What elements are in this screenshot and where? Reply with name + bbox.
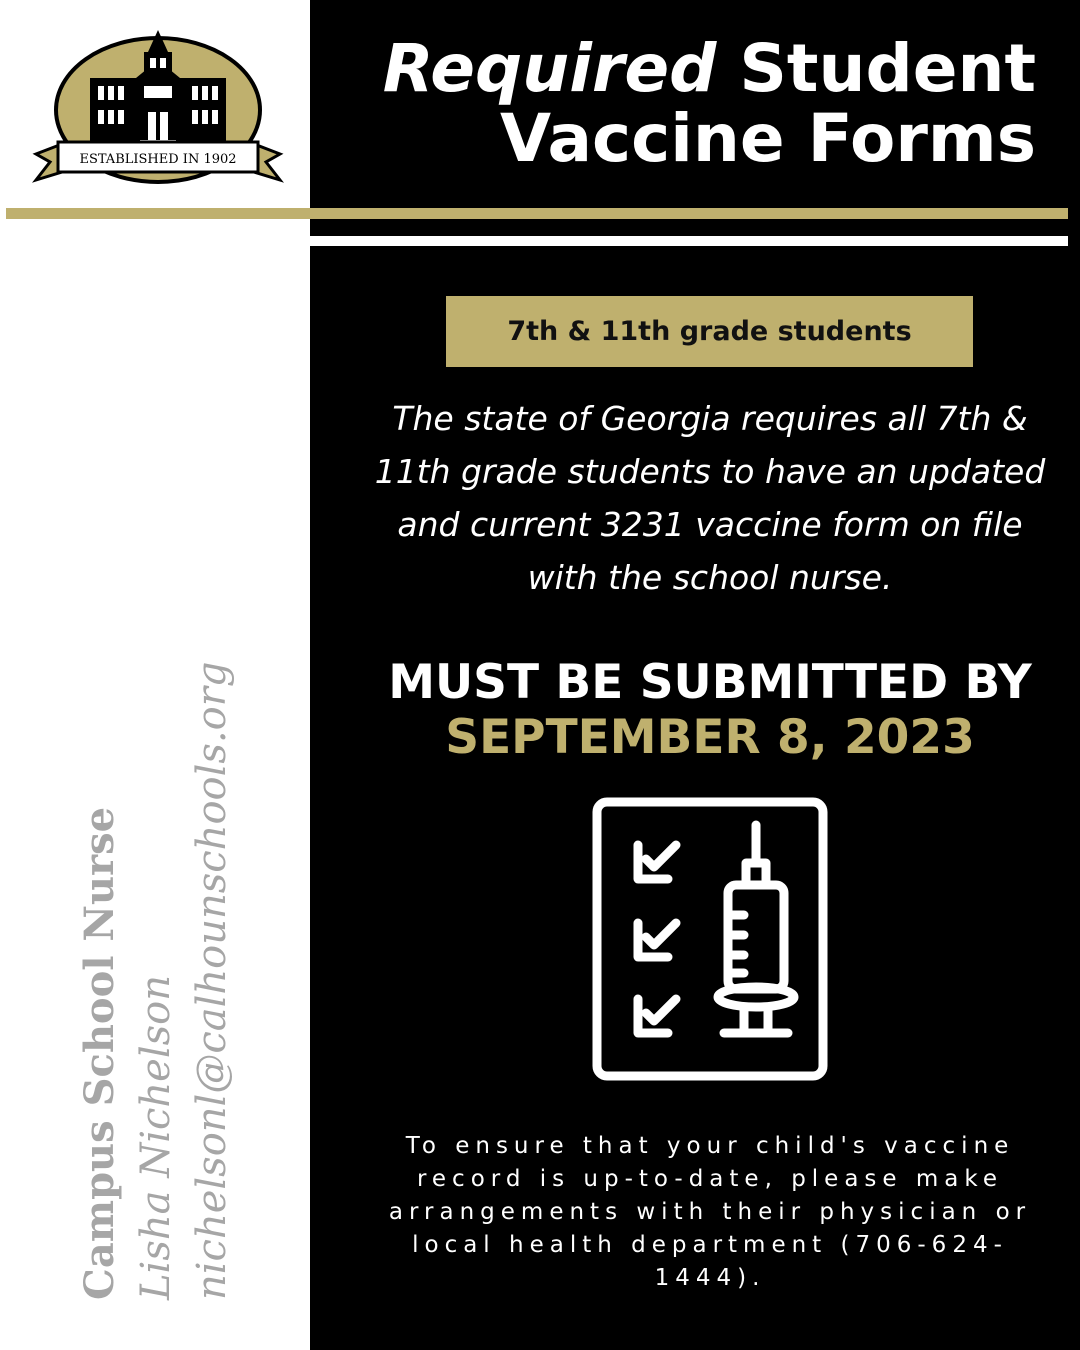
page-title [330,30,1036,177]
contact-email[interactable]: nichelsonl@calhounschools.org [189,661,235,1300]
grade-badge: 7th & 11th grade students [446,296,973,367]
vaccine-checklist-icon [590,795,830,1083]
logo-banner-text: ESTABLISHED IN 1902 [79,152,237,167]
syringe-icon [718,825,794,1033]
gold-divider [6,208,1068,219]
contact-block [72,640,240,1300]
title-line1-rest: Student [716,30,1036,107]
white-divider [310,236,1068,246]
contact-role: Campus School Nurse [76,806,123,1300]
deadline-date: SEPTEMBER 8, 2023 [445,710,975,765]
checkbox-icon [638,999,676,1033]
title-line2: Vaccine Forms [500,100,1036,177]
contact-name: Lisha Nichelson [133,975,179,1300]
checkbox-icon [638,845,676,879]
footer-note: To ensure that your child's vaccine record is up-to-date, please make arrangements with their physician or local health department (706-624-1444). [388,1133,1032,1291]
title-emphasis: Required [382,30,717,107]
school-logo [32,22,284,192]
checkbox-icon [638,923,676,957]
requirement-text: The state of Georgia requires all 7th & 11th grade students to have an updated and current 3231 vaccine form on file with the school nurse. [374,399,1046,597]
deadline-heading: MUST BE SUBMITTED BY [388,655,1032,710]
